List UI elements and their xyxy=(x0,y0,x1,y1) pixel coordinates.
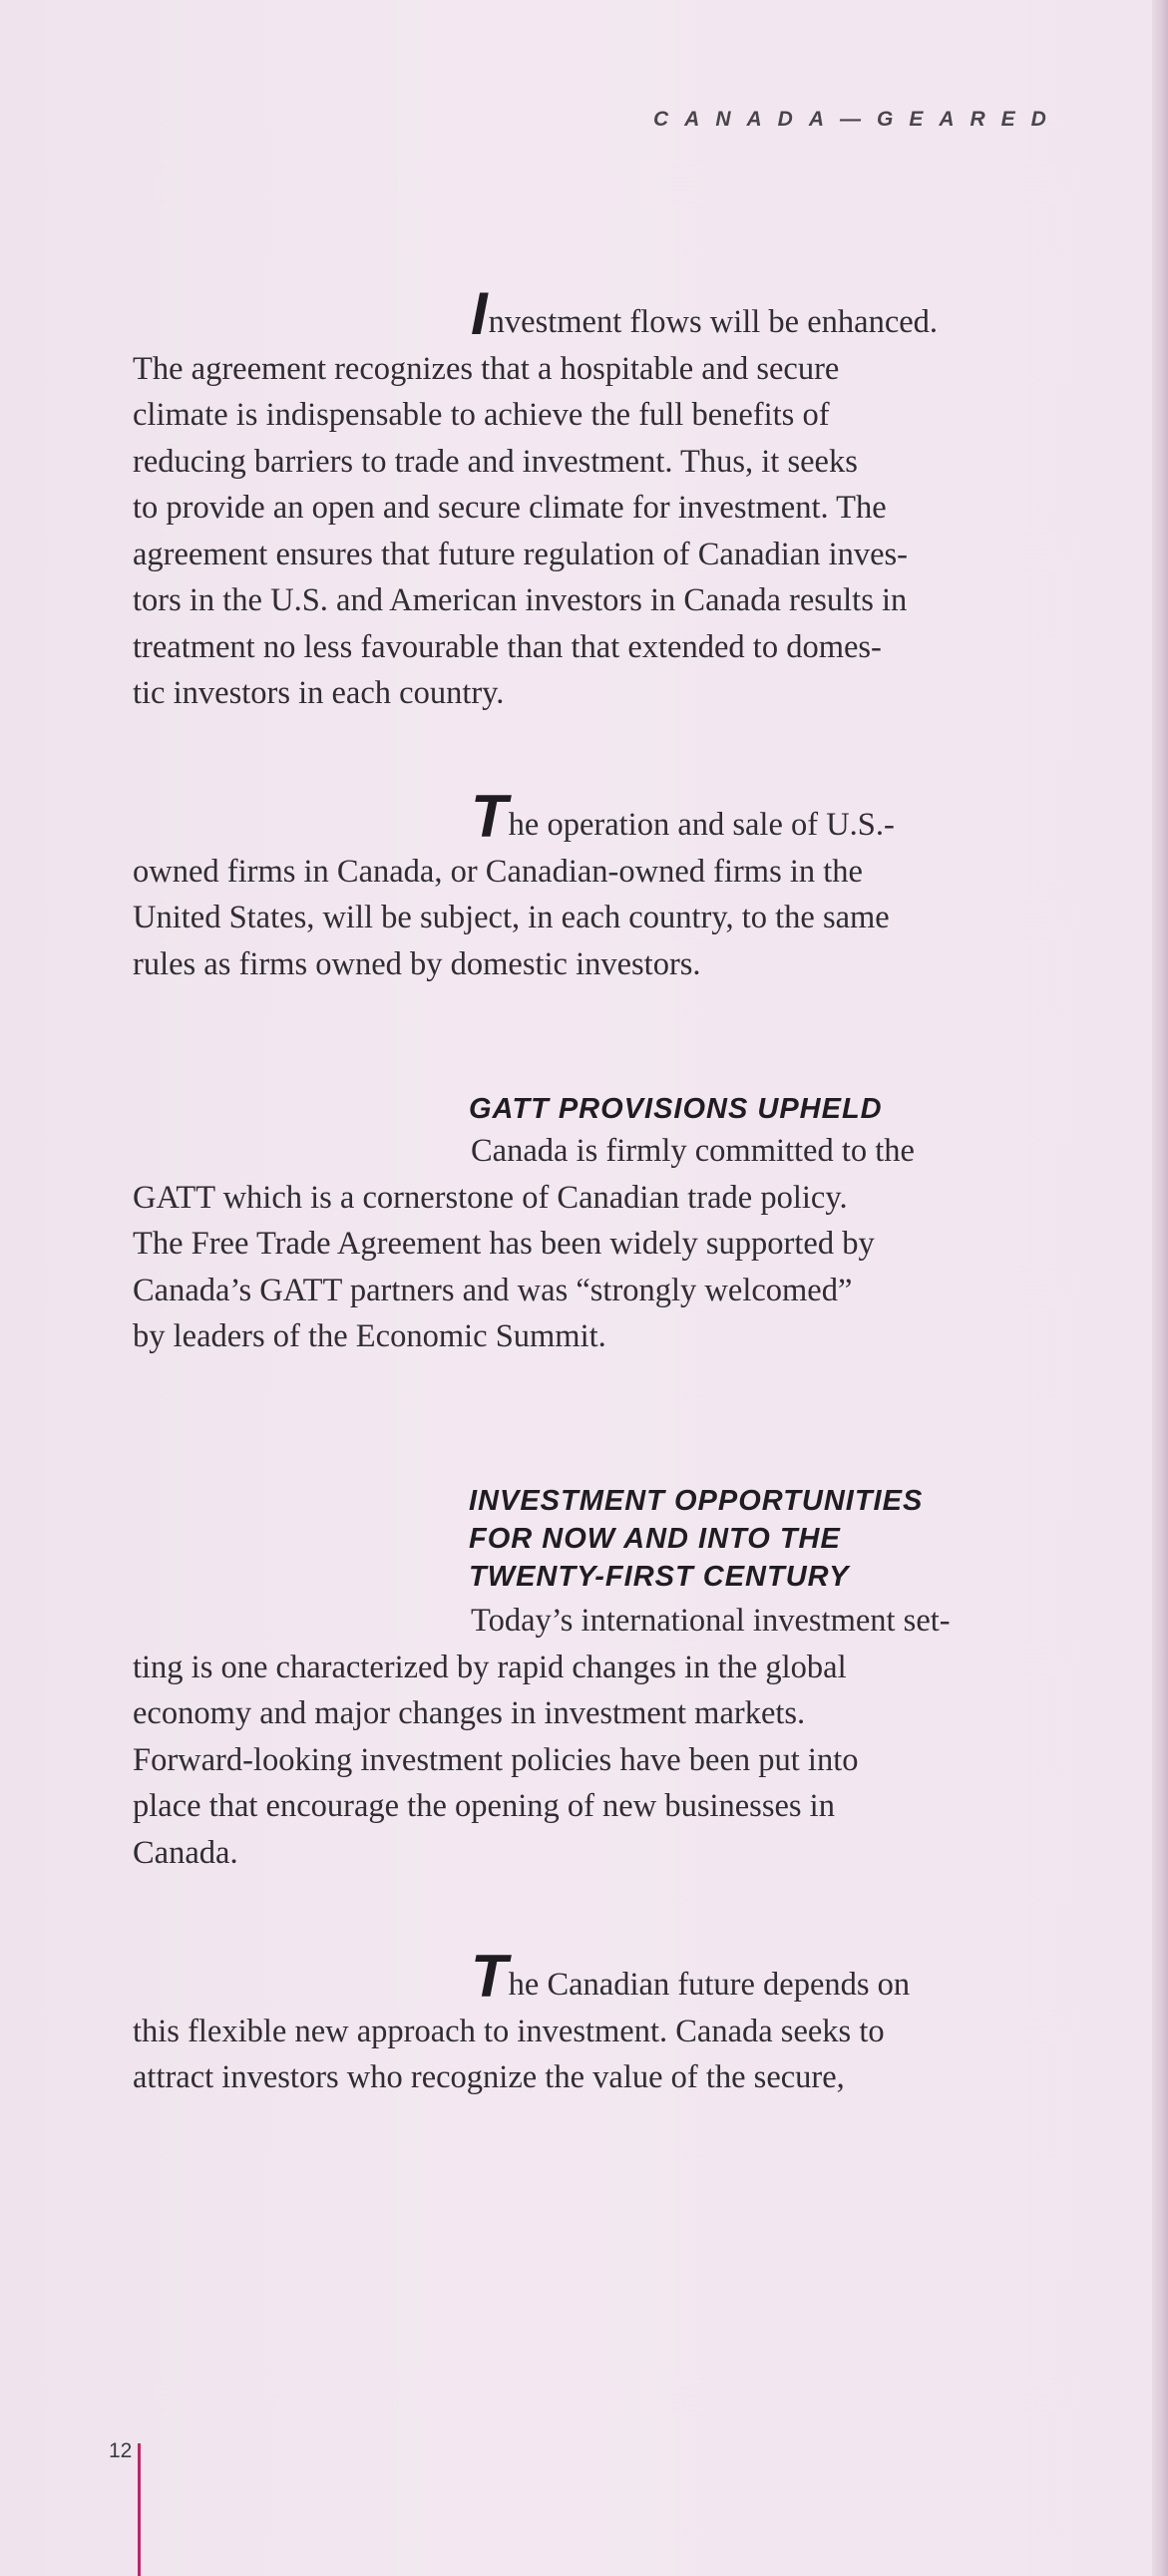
section-heading-gatt: GATT PROVISIONS UPHELD xyxy=(469,1093,883,1125)
text-line: tic investors in each country. xyxy=(133,675,505,711)
text-line: Canada. xyxy=(133,1834,238,1871)
running-head: CANADA—GEARED xyxy=(653,108,1062,131)
text-line: Canada’s GATT partners and was “strongly welcomed” xyxy=(133,1272,853,1308)
text-line: tors in the U.S. and American investors in Canada results in xyxy=(133,582,908,618)
text-line: to provide an open and secure climate for investment. The xyxy=(133,490,887,526)
page-number-rule xyxy=(138,2443,141,2576)
text-line: The Free Trade Agreement has been widely supported by xyxy=(133,1226,875,1262)
text-line: climate is indispensable to achieve the full benefits of xyxy=(133,397,830,433)
page-edge-shadow xyxy=(1152,0,1168,2576)
paragraph-lead: he Canadian future depends on xyxy=(508,1967,911,2003)
page-number: 12 xyxy=(109,2439,133,2462)
text-line: attract investors who recognize the value of the secure, xyxy=(133,2059,845,2095)
paragraph-gatt xyxy=(133,1128,1050,1360)
paragraph-lead: Today’s international investment set- xyxy=(471,1603,951,1639)
paragraph-lead: Canada is firmly committed to the xyxy=(471,1133,915,1169)
paragraph-canadian-future xyxy=(133,1943,1050,2101)
text-line: owned firms in Canada, or Canadian-owned firms in the xyxy=(133,853,863,890)
paragraph-investment-opportunities xyxy=(133,1598,1050,1876)
text-line: ting is one characterized by rapid changes in the global xyxy=(133,1649,847,1685)
text-line: reducing barriers to trade and investment. Thus, it seeks xyxy=(133,443,858,480)
paragraph-lead: nvestment flows will be enhanced. xyxy=(488,304,939,340)
text-line: Forward-looking investment policies have been put into xyxy=(133,1741,859,1778)
text-line: The agreement recognizes that a hospitable and secure xyxy=(133,350,840,387)
drop-cap: T xyxy=(471,1943,508,2010)
paragraph-operation-sale xyxy=(133,783,1050,987)
drop-cap: I xyxy=(471,280,488,347)
section-heading-investment-opportunities xyxy=(469,1482,1107,1596)
paragraph-lead: he operation and sale of U.S.- xyxy=(508,807,895,843)
text-line: economy and major changes in investment markets. xyxy=(133,1695,806,1731)
text-line: agreement ensures that future regulation of Canadian inves- xyxy=(133,536,909,572)
text-line: this flexible new approach to investment. Canada seeks to xyxy=(133,2013,885,2049)
heading-line: INVESTMENT OPPORTUNITIES xyxy=(469,1485,924,1517)
paragraph-investment-flows xyxy=(133,280,1050,717)
text-line: rules as firms owned by domestic investors. xyxy=(133,945,701,982)
text-line: by leaders of the Economic Summit. xyxy=(133,1318,606,1354)
heading-line: FOR NOW AND INTO THE xyxy=(469,1523,841,1555)
text-line: GATT which is a cornerstone of Canadian trade policy. xyxy=(133,1179,848,1216)
heading-line: TWENTY-FIRST CENTURY xyxy=(469,1561,850,1593)
drop-cap: T xyxy=(471,783,508,850)
text-line: treatment no less favourable than that extended to domes- xyxy=(133,628,882,665)
text-line: United States, will be subject, in each country, to the same xyxy=(133,900,890,935)
text-line: place that encourage the opening of new businesses in xyxy=(133,1788,835,1824)
